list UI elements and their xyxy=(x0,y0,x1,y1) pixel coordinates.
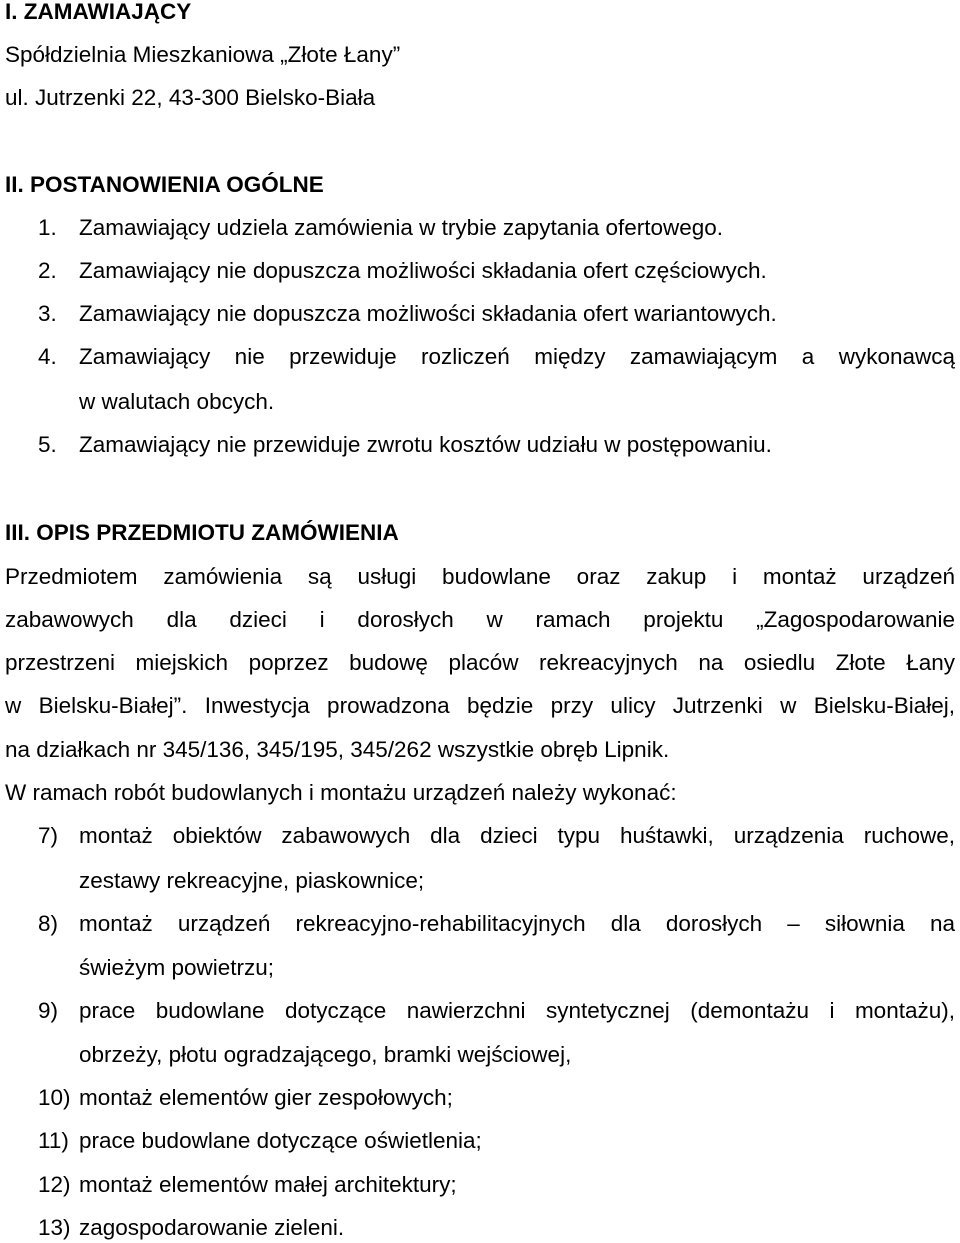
list-item-number: 13) xyxy=(38,1215,71,1240)
orderer-address: ul. Jutrzenki 22, 43-300 Bielsko-Biała xyxy=(5,85,376,110)
section-heading-postanowienia: II. POSTANOWIENIA OGÓLNE xyxy=(5,172,324,197)
list-item-number: 4. xyxy=(38,344,57,369)
list-item-text-continued: zestawy rekreacyjne, piaskownice; xyxy=(79,868,425,893)
list-item-text: zagospodarowanie zieleni. xyxy=(79,1215,345,1240)
paragraph-line: w Bielsku-Białej”. Inwestycja prowadzona będzie przy ulicy Jutrzenki w Bielsku-Białej, xyxy=(5,693,955,718)
orderer-name: Spółdzielnia Mieszkaniowa „Złote Łany” xyxy=(5,42,401,67)
list-item-number: 8) xyxy=(38,911,59,936)
list-item-text: montaż elementów małej architektury; xyxy=(79,1172,457,1197)
list-item-number: 7) xyxy=(38,823,59,848)
list-item-number: 12) xyxy=(38,1172,71,1197)
list-item-text-continued: w walutach obcych. xyxy=(79,389,275,414)
paragraph-line: przestrzeni miejskich poprzez budowę placów rekreacyjnych na osiedlu Złote Łany xyxy=(5,650,955,675)
list-item-text: montaż obiektów zabawowych dla dzieci typu huśtawki, urządzenia ruchowe, xyxy=(79,823,955,848)
list-item-text: montaż urządzeń rekreacyjno-rehabilitacyjnych dla dorosłych – siłownia na xyxy=(79,911,955,936)
list-item-number: 11) xyxy=(38,1128,69,1153)
paragraph-line: zabawowych dla dzieci i dorosłych w ramach projektu „Zagospodarowanie xyxy=(5,607,955,632)
list-item-number: 3. xyxy=(38,301,57,326)
list-item-text: Zamawiający udziela zamówienia w trybie zapytania ofertowego. xyxy=(79,215,724,240)
list-item-text: Zamawiający nie dopuszcza możliwości składania ofert częściowych. xyxy=(79,258,767,283)
paragraph-line: Przedmiotem zamówienia są usługi budowlane oraz zakup i montaż urządzeń xyxy=(5,564,955,589)
works-intro: W ramach robót budowlanych i montażu urządzeń należy wykonać: xyxy=(5,780,677,805)
section-heading-opis: III. OPIS PRZEDMIOTU ZAMÓWIENIA xyxy=(5,520,399,545)
list-item-number: 2. xyxy=(38,258,57,283)
list-item-text-continued: obrzeży, płotu ogradzającego, bramki wejściowej, xyxy=(79,1042,572,1067)
section-heading-zamawiajacy: I. ZAMAWIAJĄCY xyxy=(5,0,192,24)
list-item-text: montaż elementów gier zespołowych; xyxy=(79,1085,453,1110)
list-item-text: Zamawiający nie dopuszcza możliwości składania ofert wariantowych. xyxy=(79,301,777,326)
list-item-number: 9) xyxy=(38,998,59,1023)
paragraph-line: na działkach nr 345/136, 345/195, 345/262 wszystkie obręb Lipnik. xyxy=(5,737,670,762)
list-item-text: Zamawiający nie przewiduje rozliczeń między zamawiającym a wykonawcą xyxy=(79,344,955,369)
list-item-text: prace budowlane dotyczące nawierzchni syntetycznej (demontażu i montażu), xyxy=(79,998,955,1023)
list-item-text: Zamawiający nie przewiduje zwrotu kosztów udziału w postępowaniu. xyxy=(79,432,772,457)
list-item-number: 1. xyxy=(38,215,57,240)
list-item-text: prace budowlane dotyczące oświetlenia; xyxy=(79,1128,482,1153)
list-item-number: 10) xyxy=(38,1085,71,1110)
list-item-text-continued: świeżym powietrzu; xyxy=(79,955,275,980)
list-item-number: 5. xyxy=(38,432,57,457)
